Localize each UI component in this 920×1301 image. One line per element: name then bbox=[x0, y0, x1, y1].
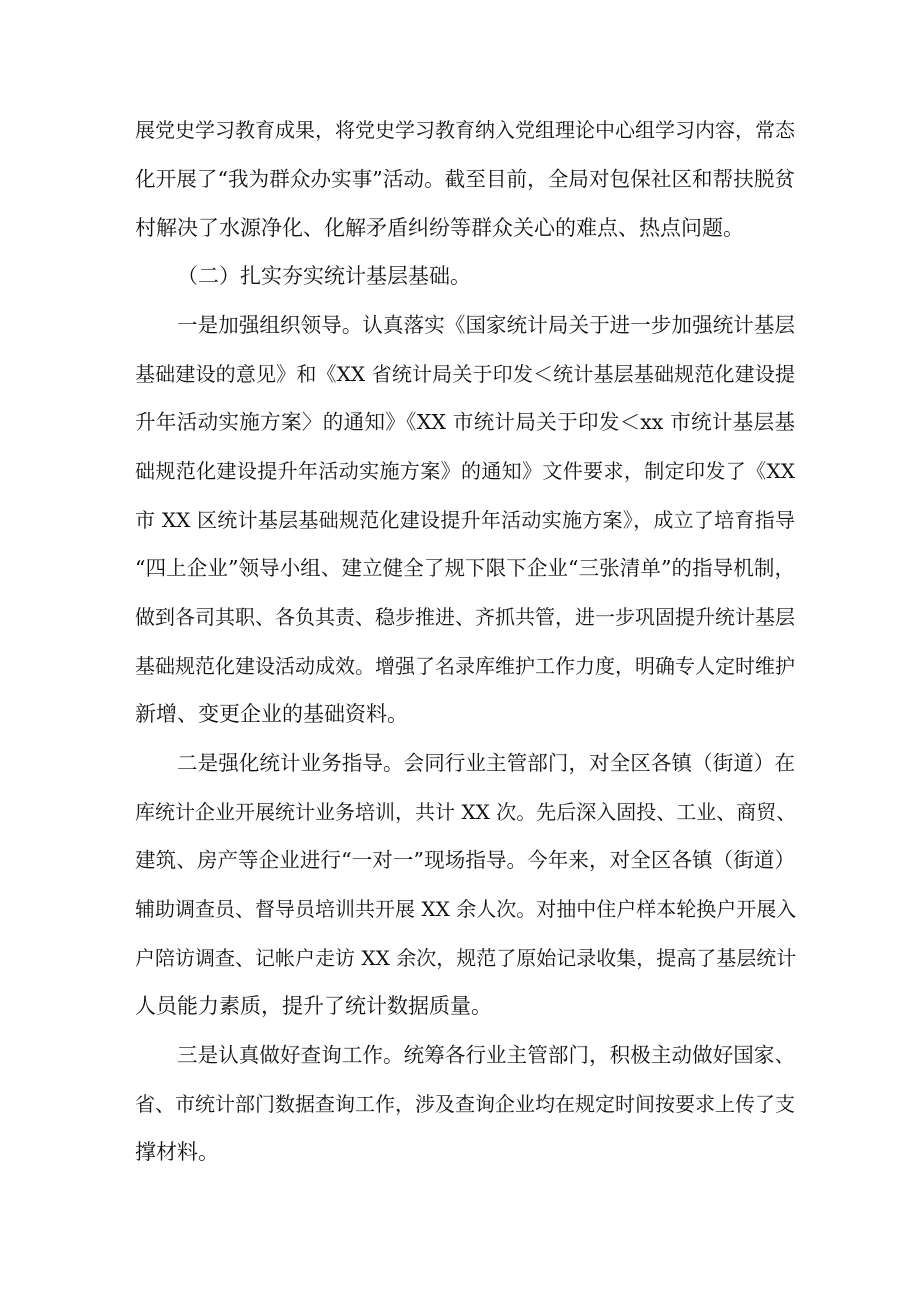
text-line: 撑材料。 bbox=[135, 1140, 219, 1164]
text-line: 一是加强组织领导。认真落实《国家统计局关于进一步加强统计基层 bbox=[177, 313, 795, 337]
text-line: 化开展了“我为群众办实事”活动。截至目前，全局对包保社区和帮扶脱贫 bbox=[135, 167, 795, 191]
text-line: 辅助调查员、督导员培训共开展 XX 余人次。对抽中住户样本轮换户开展入 bbox=[135, 897, 797, 921]
text-line: 村解决了水源净化、化解矛盾纠纷等群众关心的难点、热点问题。 bbox=[135, 216, 744, 240]
text-line: 础规范化建设提升年活动实施方案》的通知》文件要求，制定印发了《XX bbox=[135, 459, 795, 483]
text-line: 基础规范化建设活动成效。增强了名录库维护工作力度，明确专人定时维护 bbox=[135, 654, 795, 678]
text-line: 做到各司其职、各负其责、稳步推进、齐抓共管，进一步巩固提升统计基层 bbox=[135, 605, 795, 629]
section-heading: （二）扎实夯实统计基层基础。 bbox=[177, 264, 471, 288]
text-line: 户陪访调查、记帐户走访 XX 余次，规范了原始记录收集，提高了基层统计 bbox=[135, 946, 797, 970]
text-line: 新增、变更企业的基础资料。 bbox=[135, 702, 408, 726]
text-line: 二是强化统计业务指导。会同行业主管部门，对全区各镇（街道）在 bbox=[177, 751, 795, 775]
text-line: 省、市统计部门数据查询工作，涉及查询企业均在规定时间按要求上传了支 bbox=[135, 1092, 795, 1116]
text-line: 人员能力素质，提升了统计数据质量。 bbox=[135, 994, 492, 1018]
text-line: 建筑、房产等企业进行“一对一”现场指导。今年来，对全区各镇（街道） bbox=[135, 848, 795, 872]
text-line: “四上企业”领导小组、建立健全了规下限下企业“三张清单”的指导机制， bbox=[135, 556, 795, 580]
text-line: 展党史学习教育成果，将党史学习教育纳入党组理论中心组学习内容，常态 bbox=[135, 118, 795, 142]
text-line: 库统计企业开展统计业务培训，共计 XX 次。先后深入固投、工业、商贸、 bbox=[135, 800, 797, 824]
text-line: 市 XX 区统计基层基础规范化建设提升年活动实施方案》，成立了培育指导 bbox=[135, 508, 795, 532]
text-line: 三是认真做好查询工作。统筹各行业主管部门，积极主动做好国家、 bbox=[177, 1043, 795, 1067]
text-line: 升年活动实施方案〉的通知》《XX 市统计局关于印发＜xx 市统计基层基 bbox=[135, 410, 795, 434]
text-line: 基础建设的意见》和《XX 省统计局关于印发＜统计基层基础规范化建设提 bbox=[135, 362, 795, 386]
